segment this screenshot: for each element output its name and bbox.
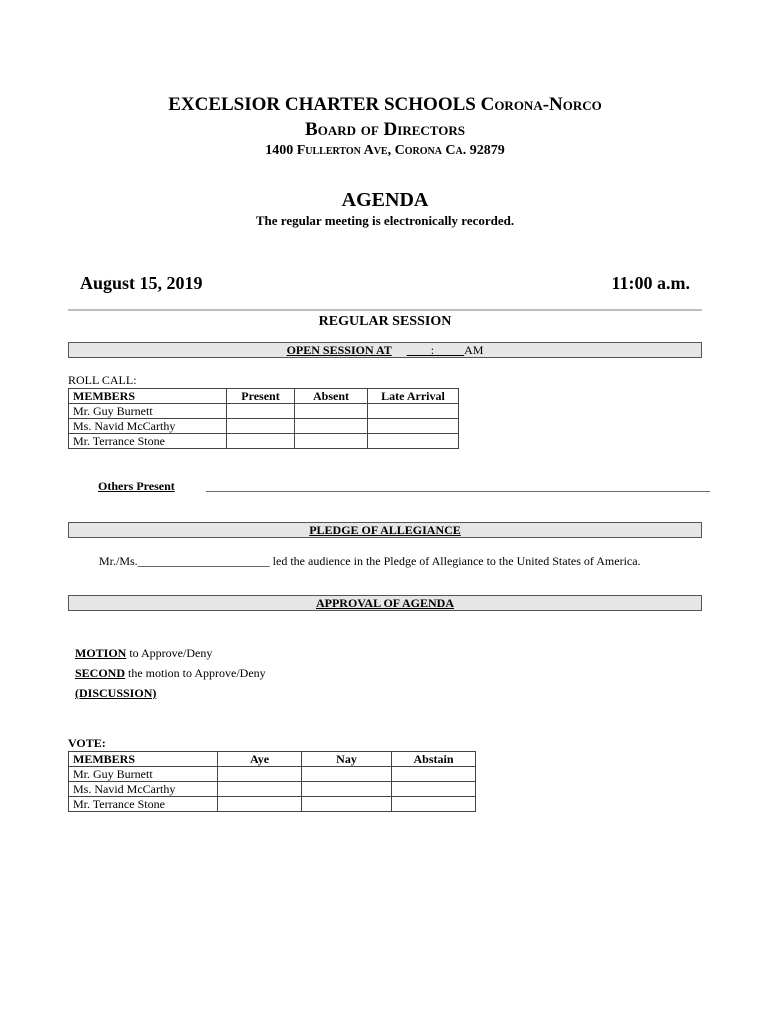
open-session-ampm: AM	[464, 343, 484, 357]
aye-cell[interactable]	[218, 797, 302, 812]
table-row	[69, 434, 459, 449]
header-members: MEMBERS	[69, 752, 218, 767]
school-title	[0, 94, 770, 116]
regular-session-heading: REGULAR SESSION	[318, 314, 452, 329]
header-nay: Nay	[302, 752, 392, 767]
roll-call-table	[68, 388, 459, 449]
motion-line	[75, 646, 212, 661]
motion-text: to Approve/Deny	[126, 646, 213, 660]
agenda-title: AGENDA	[341, 189, 429, 211]
table-row	[69, 782, 476, 797]
abstain-cell[interactable]	[392, 782, 476, 797]
nay-cell[interactable]	[302, 782, 392, 797]
open-session-time-blank: ____:_____	[406, 343, 465, 357]
motion-label: MOTION	[75, 646, 127, 660]
address: 1400 Fullerton Ave, Corona Ca. 92879	[265, 143, 505, 158]
roll-call-label: ROLL CALL:	[68, 373, 137, 387]
second-text: the motion to Approve/Deny	[125, 666, 266, 680]
late-arrival-cell[interactable]	[368, 419, 459, 434]
discussion-label: (DISCUSSION)	[75, 686, 157, 700]
divider	[68, 309, 702, 311]
member-name: Mr. Terrance Stone	[69, 434, 227, 449]
second-line	[75, 666, 266, 681]
others-present-label: Others Present	[98, 479, 175, 493]
approval-bar	[68, 595, 702, 611]
recorded-note: The regular meeting is electronically recorded.	[255, 213, 515, 228]
others-present-line[interactable]: ____________________________________________________________________________________	[206, 479, 710, 493]
aye-cell[interactable]	[218, 767, 302, 782]
member-name: Ms. Navid McCarthy	[69, 782, 218, 797]
header-abstain: Abstain	[392, 752, 476, 767]
table-row	[69, 767, 476, 782]
member-name: Ms. Navid McCarthy	[69, 419, 227, 434]
table-row	[69, 797, 476, 812]
header-late-arrival: Late Arrival	[368, 389, 459, 404]
present-cell[interactable]	[227, 434, 295, 449]
member-name: Mr. Terrance Stone	[69, 797, 218, 812]
absent-cell[interactable]	[295, 404, 368, 419]
nay-cell[interactable]	[302, 797, 392, 812]
header-absent: Absent	[295, 389, 368, 404]
header-present: Present	[227, 389, 295, 404]
late-arrival-cell[interactable]	[368, 434, 459, 449]
header-members: MEMBERS	[69, 389, 227, 404]
pledge-text: Mr./Ms.______________________ led the audience in the Pledge of Allegiance to the United States of America.	[99, 554, 641, 568]
table-row	[69, 419, 459, 434]
pledge-bar	[68, 522, 702, 538]
school-name: EXCELSIOR CHARTER SCHOOLS Corona-Norco	[168, 94, 602, 115]
member-name: Mr. Guy Burnett	[69, 404, 227, 419]
open-session-bar	[68, 342, 702, 358]
table-row	[69, 404, 459, 419]
vote-table	[68, 751, 476, 812]
present-cell[interactable]	[227, 404, 295, 419]
vote-label: VOTE:	[68, 736, 106, 750]
abstain-cell[interactable]	[392, 767, 476, 782]
pledge-heading: PLEDGE OF ALLEGIANCE	[309, 523, 461, 537]
meeting-time: 11:00 a.m.	[611, 273, 690, 293]
abstain-cell[interactable]	[392, 797, 476, 812]
absent-cell[interactable]	[295, 434, 368, 449]
approval-heading: APPROVAL OF AGENDA	[315, 596, 454, 610]
board-title: Board of Directors	[305, 119, 465, 140]
second-label: SECOND	[75, 666, 126, 680]
header-aye: Aye	[218, 752, 302, 767]
meeting-date: August 15, 2019	[80, 273, 203, 293]
open-session-label: OPEN SESSION AT	[286, 343, 392, 357]
nay-cell[interactable]	[302, 767, 392, 782]
table-row	[69, 752, 476, 767]
member-name: Mr. Guy Burnett	[69, 767, 218, 782]
absent-cell[interactable]	[295, 419, 368, 434]
aye-cell[interactable]	[218, 782, 302, 797]
present-cell[interactable]	[227, 419, 295, 434]
table-row	[69, 389, 459, 404]
late-arrival-cell[interactable]	[368, 404, 459, 419]
